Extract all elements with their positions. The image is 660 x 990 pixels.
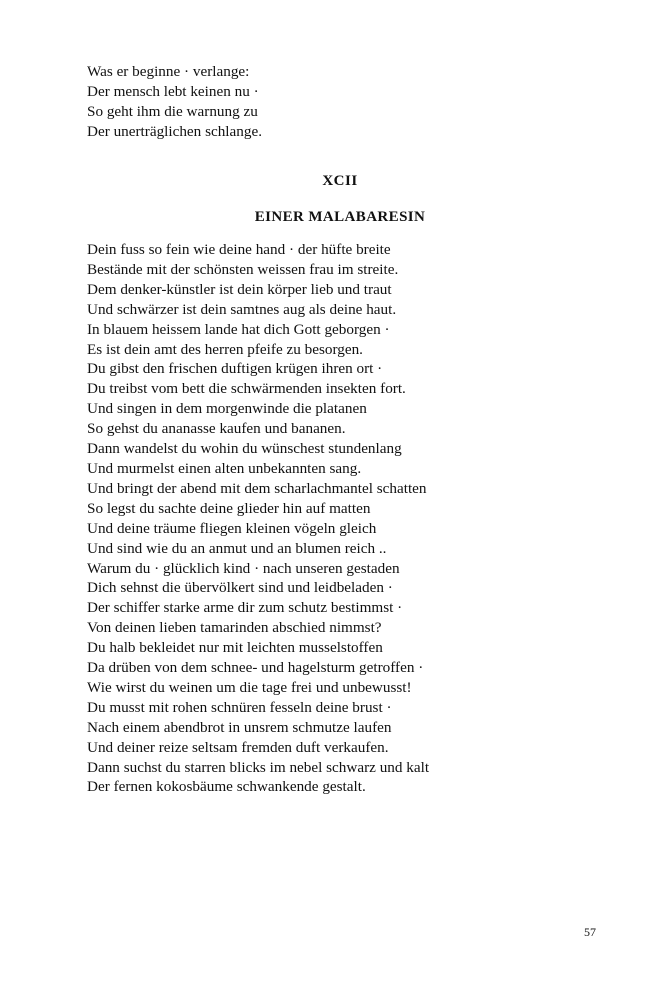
verse-line: Und murmelst einen alten unbekannten sang.	[87, 459, 362, 477]
verse-line: Dann wandelst du wohin du wünschest stundenlang	[87, 440, 402, 458]
verse-line: Es ist dein amt des herren pfeife zu besorgen.	[87, 340, 363, 358]
verse-line: Und bringt der abend mit dem scharlachmantel schatten	[87, 479, 427, 497]
verse-line: Dem denker-künstler ist dein körper lieb und traut	[87, 280, 392, 298]
poem-body	[87, 240, 429, 797]
verse-line: Nach einem abendbrot in unsrem schmutze laufen	[87, 718, 392, 736]
verse-line: Der mensch lebt keinen nu ·	[87, 82, 259, 100]
verse-line: Der unerträglichen schlange.	[87, 122, 262, 140]
verse-line: So legst du sachte deine glieder hin auf matten	[87, 499, 371, 517]
verse-line: Und schwärzer ist dein samtnes aug als deine haut.	[87, 300, 397, 318]
verse-line: Du gibst den frischen duftigen krügen ihren ort ·	[87, 360, 383, 378]
verse-line: Und deiner reize seltsam fremden duft verkaufen.	[87, 738, 389, 756]
poem-number: XCII	[322, 173, 358, 189]
verse-line: Was er beginne · verlange:	[87, 63, 250, 80]
verse-line: Du treibst vom bett die schwärmenden insekten fort.	[87, 380, 406, 398]
verse-line: Und sind wie du an anmut und an blumen reich ..	[87, 539, 387, 557]
verse-line: Der fernen kokosbäume schwankende gestalt.	[87, 778, 366, 796]
verse-line: In blauem heissem lande hat dich Gott geborgen ·	[87, 320, 390, 338]
verse-line: Bestände mit der schönsten weissen frau im streite.	[87, 260, 399, 278]
poem-title: EINER MALABARESIN	[254, 209, 426, 225]
previous-poem-ending	[87, 62, 262, 142]
verse-line: Du musst mit rohen schnüren fesseln deine brust ·	[87, 698, 392, 716]
verse-line: So geht ihm die warnung zu	[87, 102, 258, 120]
verse-line: Und deine träume fliegen kleinen vögeln gleich	[87, 519, 377, 537]
verse-line: Dein fuss so fein wie deine hand · der hüfte breite	[87, 241, 391, 258]
page-number: 57	[584, 925, 596, 939]
verse-line: Dann suchst du starren blicks im nebel schwarz und kalt	[87, 758, 430, 776]
verse-line: Wie wirst du weinen um die tage frei und unbewusst!	[87, 678, 412, 696]
verse-line: So gehst du ananasse kaufen und bananen.	[87, 420, 346, 438]
verse-line: Du halb bekleidet nur mit leichten musselstoffen	[87, 639, 383, 657]
verse-line: Da drüben von dem schnee- und hagelsturm getroffen ·	[87, 659, 424, 677]
verse-line: Dich sehnst die übervölkert sind und leidbeladen ·	[87, 579, 393, 597]
verse-line: Und singen in dem morgenwinde die platanen	[87, 400, 367, 418]
verse-line: Von deinen lieben tamarinden abschied nimmst?	[87, 619, 382, 637]
verse-line: Warum du · glücklich kind · nach unseren gestaden	[87, 559, 400, 577]
verse-line: Der schiffer starke arme dir zum schutz bestimmst ·	[87, 599, 403, 617]
